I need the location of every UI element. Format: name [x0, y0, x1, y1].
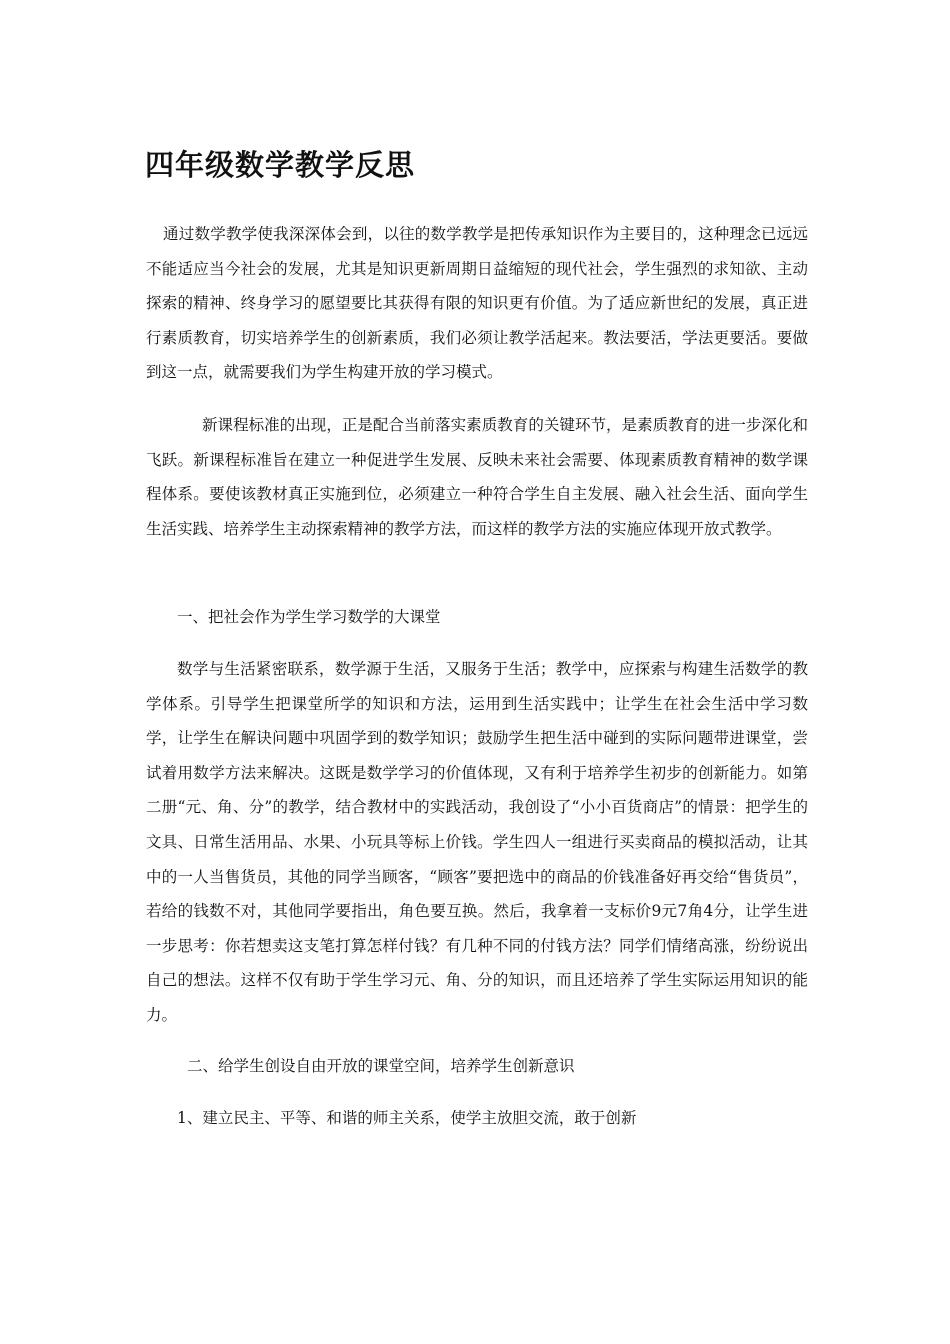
document-title: 四年级数学教学反思	[145, 148, 416, 182]
subsection-heading-1: 1、建立民主、平等、和谐的师主关系，使学主放胆交流，敢于创新	[177, 1109, 637, 1127]
paragraph-intro: 通过数学教学使我深深体会到，以往的数学教学是把传承知识作为主要目的，这种理念已远远不能适应当今社会的发展，尤其是知识更新周期日益缩短的现代社会，学生强烈的求知欲、主动探索的精神、终身学习的愿望要比其获得有限的知识更有价值。为了适应新世纪的发展，真正进行素质教育，切实培养学生的创新素质，我们必须让教学活起来。教法要活，学法更要活。要做到这一点，就需要我们为学生构建开放的学习模式。	[146, 225, 808, 382]
section-heading-1: 一、把社会作为学生学习数学的大课堂	[177, 608, 441, 626]
section-heading-2: 二、给学生创设自由开放的课堂空间，培养学生创新意识	[187, 1057, 575, 1075]
paragraph-life-math: 数学与生活紧密联系，数学源于生活，又服务于生活；教学中，应探索与构建生活数学的教学体系。引导学生把课堂所学的知识和方法，运用到生活实践中；让学生在社会生活中学习数学，让学生在解诀问题中巩固学到的数学知识；鼓励学生把生活中碰到的实际问题带进课堂，尝试着用数学方法来解决。这既是数学学习的价值体现，又有利于培养学生初步的创新能力。如第二册“元、角、分”的教学，结合教材中的实践活动，我创设了“小小百货商店”的情景：把学生的文具、日常生活用品、水果、小玩具等标上价钱。学生四人一组进行买卖商品的模拟活动，让其中的一人当售货员，其他的同学当顾客，“顾客”要把选中的商品的价钱准备好再交给“售货员”，若给的钱数不对，其他同学要指出，角色要互换。然后，我拿着一支标价9元7角4分，让学生进一步思考：你若想卖这支笔打算怎样付钱？有几种不同的付钱方法？同学们情绪高涨，纷纷说出自己的想法。这样不仅有助于学生学习元、角、分的知识，而且还培养了学生实际运用知识的能力。	[146, 660, 808, 1024]
paragraph-new-curriculum: 新课程标准的出现，正是配合当前落实素质教育的关键环节，是素质教育的进一步深化和飞跃。新课程标准旨在建立一种促进学生发展、反映未来社会需要、体现素质教育精神的数学课程体系。要使该教材真正实施到位，必须建立一种符合学生自主发展、融入社会生活、面向学生生活实践、培养学生主动探索精神的教学方法，而这样的教学方法的实施应体现开放式教学。	[146, 416, 808, 538]
